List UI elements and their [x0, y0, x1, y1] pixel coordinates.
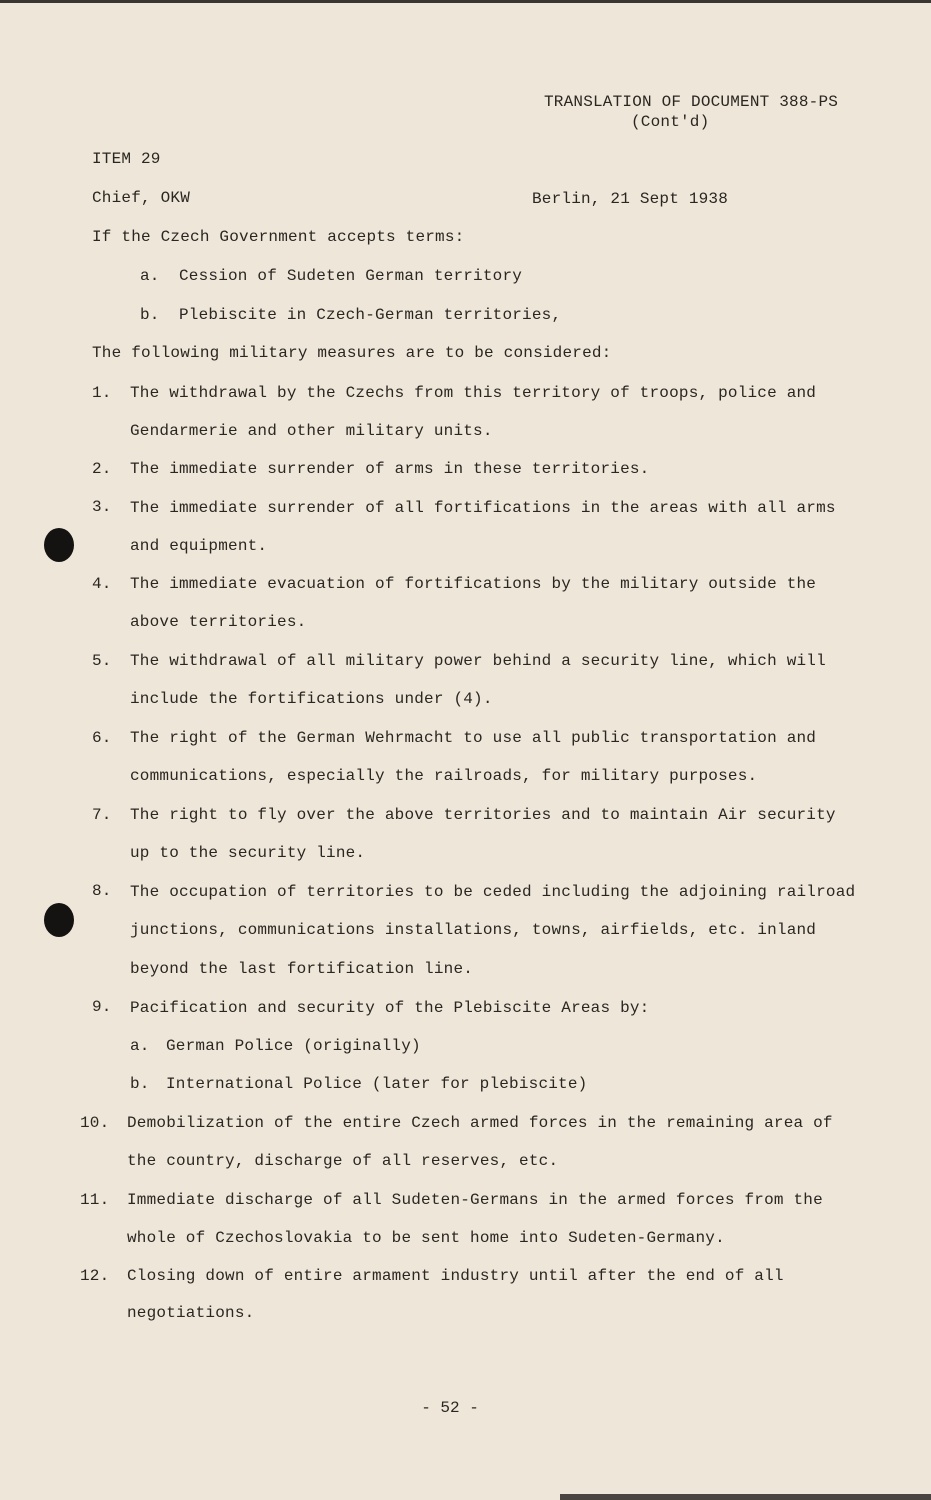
measure-number: 12. — [80, 1267, 110, 1285]
measure-line: Demobilization of the entire Czech armed forces in the remaining area of — [127, 1114, 833, 1132]
measure-line: include the fortifications under (4). — [130, 690, 493, 708]
page-number: - 52 - — [421, 1399, 479, 1417]
measure-line: above territories. — [130, 613, 307, 631]
measure-line: The immediate surrender of arms in these territories. — [130, 460, 650, 478]
term-text: Cession of Sudeten German territory — [179, 267, 523, 285]
measure-number: 9. — [92, 998, 112, 1016]
measure-number: 5. — [92, 652, 112, 670]
term-letter: b. — [140, 306, 160, 324]
measure-line: communications, especially the railroads, for military purposes. — [130, 767, 758, 785]
contd-label: (Cont'd) — [631, 113, 710, 131]
subitem-text: International Police (later for plebiscite) — [166, 1075, 588, 1093]
measure-line: Immediate discharge of all Sudeten-Germans in the armed forces from the — [127, 1191, 823, 1209]
measure-number: 1. — [92, 384, 112, 402]
measure-line: whole of Czechoslovakia to be sent home into Sudeten-Germany. — [127, 1229, 725, 1247]
measure-number: 4. — [92, 575, 112, 593]
item-label: ITEM 29 — [92, 150, 161, 168]
measures-intro: The following military measures are to be considered: — [92, 344, 612, 362]
measure-number: 6. — [92, 729, 112, 747]
measure-line: The withdrawal by the Czechs from this territory of troops, police and — [130, 384, 817, 402]
measure-number: 2. — [92, 460, 112, 478]
measure-line: The immediate evacuation of fortifications by the military outside the — [130, 575, 817, 593]
subitem-text: German Police (originally) — [166, 1037, 421, 1055]
translation-title: TRANSLATION OF DOCUMENT 388-PS — [544, 93, 839, 111]
measure-number: 3. — [92, 498, 112, 516]
measure-line: The withdrawal of all military power behind a security line, which will — [130, 652, 826, 670]
from-line: Chief, OKW — [92, 189, 191, 207]
measure-line: The right of the German Wehrmacht to use all public transportation and — [130, 729, 817, 747]
measure-line: the country, discharge of all reserves, etc. — [127, 1152, 559, 1170]
intro-line: If the Czech Government accepts terms: — [92, 228, 465, 246]
subitem-letter: a. — [130, 1037, 150, 1055]
term-letter: a. — [140, 267, 160, 285]
bottom-edge-shadow — [560, 1494, 931, 1500]
measure-line: Gendarmerie and other military units. — [130, 422, 493, 440]
measure-line: negotiations. — [127, 1304, 255, 1322]
term-text: Plebiscite in Czech-German territories, — [179, 306, 562, 324]
measure-line: Closing down of entire armament industry until after the end of all — [127, 1267, 784, 1285]
measure-line: Pacification and security of the Plebiscite Areas by: — [130, 999, 650, 1017]
measure-number: 10. — [80, 1114, 110, 1132]
punch-hole-icon — [44, 903, 74, 937]
punch-hole-icon — [44, 528, 74, 562]
measure-line: beyond the last fortification line. — [130, 960, 474, 978]
measure-line: The right to fly over the above territories and to maintain Air security — [130, 806, 836, 824]
measure-line: The occupation of territories to be ceded including the adjoining railroad — [130, 883, 856, 901]
measure-line: up to the security line. — [130, 844, 366, 862]
measure-number: 7. — [92, 806, 112, 824]
measure-line: The immediate surrender of all fortifications in the areas with all arms — [130, 499, 836, 517]
measure-line: and equipment. — [130, 537, 268, 555]
place-date: Berlin, 21 Sept 1938 — [532, 190, 729, 208]
measure-line: junctions, communications installations, towns, airfields, etc. inland — [130, 921, 817, 939]
top-edge-shadow — [0, 0, 931, 3]
measure-number: 8. — [92, 882, 112, 900]
subitem-letter: b. — [130, 1075, 150, 1093]
measure-number: 11. — [80, 1191, 110, 1209]
